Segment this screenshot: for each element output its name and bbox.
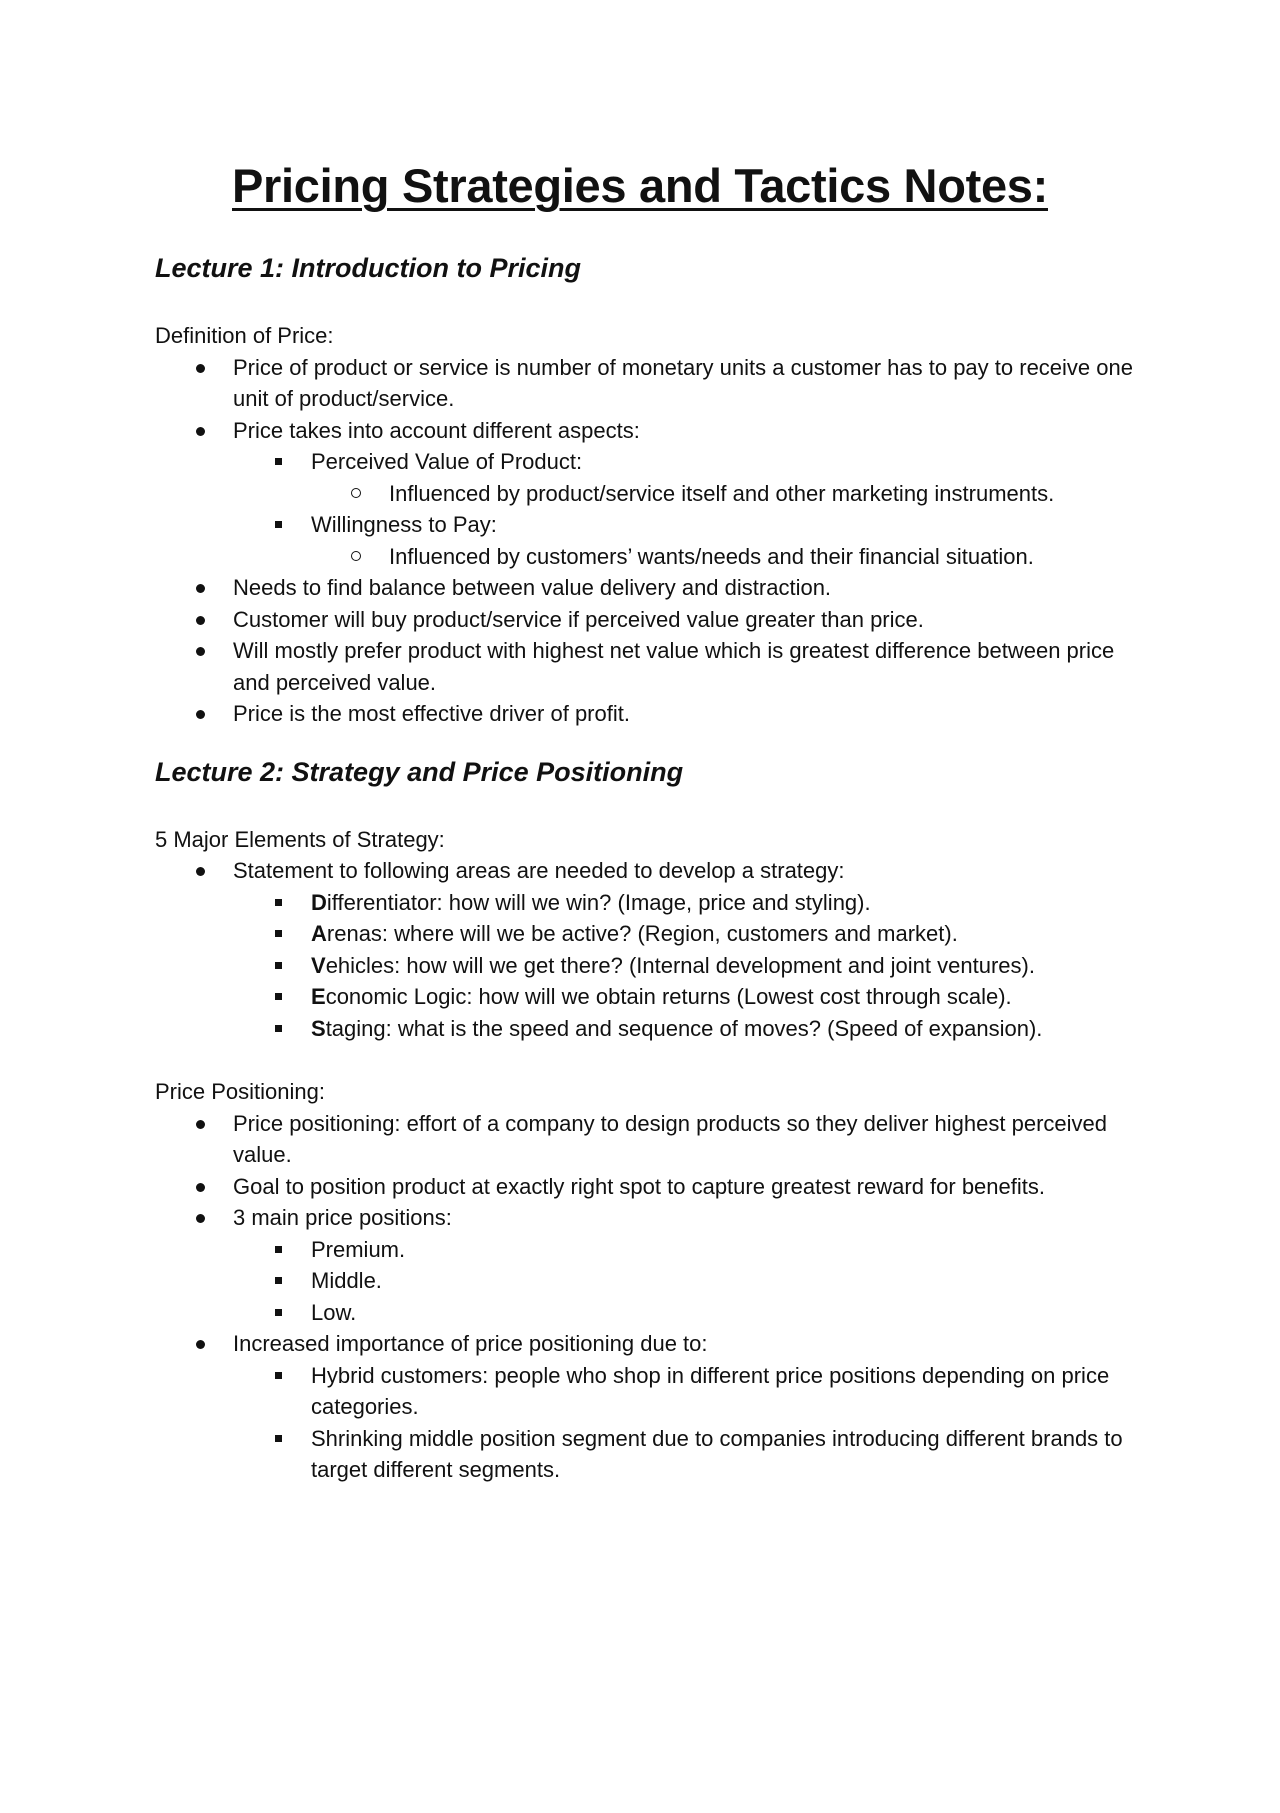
sub-list-item <box>233 1423 1155 1486</box>
list-item-text: Price takes into account different aspects: <box>233 417 640 443</box>
bullet-dot-icon <box>196 1183 205 1192</box>
list-item-text: Price is the most effective driver of profit. <box>233 701 630 726</box>
sub-list-item-text: conomic Logic: how will we obtain returns (Lowest cost through scale). <box>325 984 1012 1009</box>
list-item <box>155 572 1155 604</box>
list-item-text: Needs to find balance between value delivery and distraction. <box>233 575 832 600</box>
list-item-text: 3 main price positions: <box>233 1205 452 1230</box>
sub-list-item-text: Premium. <box>311 1236 406 1262</box>
sub-list-item-arenas <box>233 918 1155 950</box>
bullet-dot-icon <box>196 584 205 593</box>
list-item-text: Goal to position product at exactly right spot to capture greatest reward for benefits. <box>233 1173 1045 1199</box>
circle-bullet-icon <box>351 488 361 498</box>
sub-list-item-text: renas: where will we be active? (Region, customers and market). <box>326 921 958 946</box>
list-item <box>155 352 1155 415</box>
list-item-text: Increased importance of price positioning due to: <box>233 1331 708 1356</box>
sub-list-item <box>233 1297 1155 1329</box>
strategy-list <box>155 855 1155 1044</box>
strategy-elements-label: 5 Major Elements of Strategy: <box>155 826 445 852</box>
acronym-letter: E <box>311 984 326 1009</box>
square-bullet-icon <box>275 899 282 906</box>
list-item-text: Customer will buy product/service if perceived value greater than price. <box>233 606 924 632</box>
lecture-1-heading: Lecture 1: Introduction to Pricing <box>155 253 582 283</box>
sub-list-item-vehicles <box>233 950 1155 982</box>
price-positioning-label: Price Positioning: <box>155 1079 325 1104</box>
nested-list <box>311 478 1155 510</box>
bullet-dot-icon <box>196 616 205 625</box>
spacer <box>155 1044 1155 1076</box>
sub-list-item-economic-logic <box>233 981 1155 1013</box>
square-bullet-icon <box>275 1372 282 1379</box>
square-bullet-icon <box>275 1309 282 1316</box>
sub-list-item-text: ehicles: how will we get there? (Internal development and joint ventures). <box>325 952 1035 978</box>
bullet-dot-icon <box>196 1120 205 1129</box>
lecture-1-list <box>155 352 1155 730</box>
price-positioning-list <box>155 1108 1155 1486</box>
list-item-text: Will mostly prefer product with highest net value which is greatest difference between price and perceived value. <box>233 638 1115 695</box>
acronym-letter: D <box>311 889 327 915</box>
list-item <box>155 855 1155 1044</box>
spacer <box>155 288 1155 320</box>
square-bullet-icon <box>275 962 282 969</box>
square-bullet-icon <box>275 521 282 528</box>
square-bullet-icon <box>275 458 282 465</box>
square-bullet-icon <box>275 1277 282 1284</box>
square-bullet-icon <box>275 993 282 1000</box>
lecture-2-heading: Lecture 2: Strategy and Price Positioning <box>155 756 684 787</box>
sub-list-item-text: Hybrid customers: people who shop in different price positions depending on price categories. <box>311 1362 1110 1419</box>
sub-list-item-differentiator <box>233 887 1155 919</box>
sub-list-item-text: Willingness to Pay: <box>311 512 497 537</box>
square-bullet-icon <box>275 1025 282 1032</box>
circle-bullet-icon <box>351 551 361 561</box>
sub-list-item <box>233 1360 1155 1423</box>
list-item <box>155 415 1155 573</box>
bullet-dot-icon <box>196 710 205 719</box>
sub-list-item-text: ifferentiator: how will we win? (Image, price and styling). <box>326 889 871 915</box>
acronym-letter: S <box>311 1015 326 1041</box>
sub-list-item-text: Perceived Value of Product: <box>311 449 583 474</box>
bullet-dot-icon <box>196 647 205 656</box>
bullet-dot-icon <box>196 1214 205 1223</box>
list-item <box>155 635 1155 698</box>
nested-list <box>311 541 1155 573</box>
bullet-dot-icon <box>196 1340 205 1349</box>
sub-list-item <box>233 1234 1155 1266</box>
nested-list-item-text: Influenced by product/service itself and other marketing instruments. <box>389 480 1055 506</box>
sub-list-item-text: Shrinking middle position segment due to companies introducing different brands to target different segments. <box>311 1425 1123 1482</box>
list-item <box>155 1202 1155 1328</box>
list-item <box>155 1328 1155 1486</box>
spacer <box>155 792 1155 824</box>
nested-list-item <box>311 541 1155 573</box>
bullet-dot-icon <box>196 364 205 373</box>
sub-list-item <box>233 509 1155 572</box>
list-item-text: Price of product or service is number of monetary units a customer has to pay to receive one unit of product/service. <box>233 354 1133 411</box>
list-item-text: Price positioning: effort of a company to design products so they deliver highest perceived value. <box>233 1110 1107 1167</box>
sub-list-item <box>233 446 1155 509</box>
sub-list-item <box>233 1265 1155 1297</box>
acronym-letter: V <box>311 952 326 978</box>
acronym-letter: A <box>311 921 327 946</box>
sub-list <box>233 1360 1155 1486</box>
definition-of-price-label: Definition of Price: <box>155 323 334 348</box>
sub-list-item-text: Middle. <box>311 1268 382 1293</box>
sub-list <box>233 1234 1155 1329</box>
nested-list-item-text: Influenced by customers’ wants/needs and their financial situation. <box>389 543 1034 569</box>
list-item <box>155 1171 1155 1203</box>
nested-list-item <box>311 478 1155 510</box>
list-item <box>155 1108 1155 1171</box>
list-item <box>155 698 1155 730</box>
list-item-text: Statement to following areas are needed to develop a strategy: <box>233 858 845 883</box>
bullet-dot-icon <box>196 867 205 876</box>
list-item <box>155 604 1155 636</box>
square-bullet-icon <box>275 1246 282 1253</box>
page-title: Pricing Strategies and Tactics Notes: <box>232 159 1048 212</box>
document-body <box>155 248 1155 1486</box>
sub-list-item-text: Low. <box>311 1299 357 1325</box>
spacer <box>155 730 1155 752</box>
sub-list <box>233 887 1155 1045</box>
sub-list-item-staging <box>233 1013 1155 1045</box>
sub-list-item-text: taging: what is the speed and sequence of moves? (Speed of expansion). <box>325 1015 1043 1041</box>
sub-list <box>233 446 1155 572</box>
bullet-dot-icon <box>196 427 205 436</box>
square-bullet-icon <box>275 1435 282 1442</box>
square-bullet-icon <box>275 930 282 937</box>
